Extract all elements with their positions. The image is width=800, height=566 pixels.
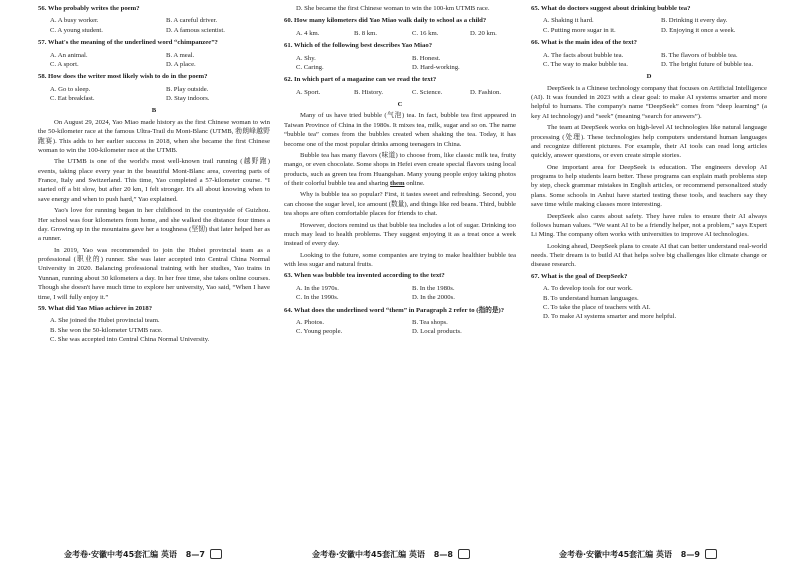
page-footer — [64, 549, 222, 560]
options-59-cont — [284, 4, 516, 13]
option: B. Tea shops. — [412, 318, 448, 326]
options-66 — [531, 51, 767, 70]
question-59: 59. What did Yao Miao achieve in 2018? — [38, 304, 153, 312]
option: A. Sport. — [296, 88, 321, 96]
option: C. 16 km. — [412, 29, 439, 37]
passage-paragraph: Looking ahead, DeepSeek plans to create AI that can better understand real-world needs. Their dream is to build AI that helps solve big challenges like climate change or disease research. — [531, 242, 767, 269]
options-67 — [531, 284, 767, 322]
option: C. A young student. — [50, 26, 103, 34]
question-64: 64. What does the underlined word “them” in Paragraph 2 refer to (指的是)? — [284, 306, 505, 314]
options-60 — [284, 29, 516, 38]
option: B. A meal. — [166, 51, 195, 59]
option: D. 20 km. — [470, 29, 497, 37]
question-67: 67. What is the goal of DeepSeek? — [531, 272, 628, 280]
options-65 — [531, 16, 767, 35]
question-58: 58. How does the writer most likely wish to do in the poem? — [38, 73, 208, 81]
option: D. To make AI systems smarter and more helpful. — [543, 313, 677, 321]
option: B. Drinking it every day. — [661, 17, 728, 25]
options-59 — [38, 316, 270, 344]
option: A. 4 km. — [296, 29, 320, 37]
footer-page-code: 8—7 — [185, 549, 205, 559]
footer-title: 金考卷·安徽中考45套汇编 — [312, 549, 407, 559]
option: D. In the 2000s. — [412, 294, 455, 302]
option: A. Go to sleep. — [50, 85, 91, 93]
option: D. A place. — [166, 60, 196, 68]
footer-subject: 英语 — [408, 549, 425, 559]
option: B. History. — [354, 88, 384, 96]
option: C. In the 1990s. — [296, 294, 339, 302]
option: A. An animal. — [50, 51, 88, 59]
option: B. Play outside. — [166, 85, 209, 93]
question-57: 57. What's the meaning of the underlined word “chimpanzee”? — [38, 39, 218, 47]
option: A. A busy worker. — [50, 17, 99, 25]
column-3 — [531, 4, 767, 325]
option: B. To understand human languages. — [543, 294, 639, 302]
page-footer — [559, 549, 717, 560]
options-56 — [38, 16, 270, 35]
brand-logo-icon — [705, 549, 717, 559]
section-heading-b: B — [151, 107, 157, 115]
option: B. In the 1980s. — [412, 284, 455, 292]
option: B. The flavors of bubble tea. — [661, 51, 738, 59]
option: D. She became the first Chinese woman to win the 100-km UTMB race. — [296, 5, 490, 12]
passage-paragraph: DeepSeek also cares about safety. They have rules to ensure their AI always follows human values. “We want AI to be a friendly helper, not a problem,” says Expert Li Ming. The company often works with universities to improve AI technologies. — [531, 212, 767, 239]
option: A. The facts about bubble tea. — [543, 51, 624, 59]
option: B. She won the 50-kilometer UTMB race. — [50, 326, 163, 334]
footer-page-code: 8—9 — [680, 549, 700, 559]
option: C. The way to make bubble tea. — [543, 60, 628, 68]
footer-title: 金考卷·安徽中考45套汇编 — [64, 549, 159, 559]
option: B. 8 km. — [354, 29, 378, 37]
passage-paragraph: On August 29, 2024, Yao Miao made history as the first Chinese woman to win the 50-kilometer race at the famous Ultra-Trail du Mont-Blanc (UTMB, 勃朗峰越野跑赛). This adds to her earlier success in 2018, when she became the first Chinese woman to win the 100-kilometer race at the UTMB. — [38, 118, 270, 154]
underlined-word-them: them — [390, 180, 405, 187]
options-61 — [284, 54, 516, 73]
option: B. A careful driver. — [166, 17, 218, 25]
option: C. Young people. — [296, 328, 343, 336]
option: A. Shaking it hard. — [543, 17, 594, 25]
footer-subject: 英语 — [160, 549, 177, 559]
option: D. Enjoying it once a week. — [661, 26, 736, 34]
footer-subject: 英语 — [655, 549, 672, 559]
page-footer — [312, 549, 470, 560]
footer-title: 金考卷·安徽中考45套汇编 — [559, 549, 654, 559]
passage-paragraph: One important area for DeepSeek is education. The engineers develop AI programs to help students learn better. These programs can explain math problems step by step, check grammar mistakes in English articles, or recommend personalized study plans. Some schools in Anhui have started testing these tools, and teachers say they save time while making classes more interesting. — [531, 163, 767, 209]
option: D. Local products. — [412, 328, 462, 336]
option: D. Hard-working. — [412, 63, 460, 71]
option: D. Stay indoors. — [166, 95, 210, 102]
passage-paragraph: The UTMB is one of the world's most well-known trail running (越野跑) events, taking place every year in the beautiful Mont-Blanc area, covering parts of France, Italy and Switzerland. This time, Yao completed a 57-kilometer course. “I started off a bit slow, but after 20 km, I felt stronger. It's all about knowing when to save energy and when to push hard,” Yao explained. — [38, 158, 270, 203]
option: A. In the 1970s. — [296, 284, 339, 292]
passage-paragraph: Many of us have tried bubble (气泡) tea. In fact, bubble tea first appeared in Taiwan Province of China in the 1980s. It mixes tea, milk, sugar and so on. The name “bubble tea” comes from the bubbles created when shaking the tea. Today, it has become one of the most popular drinks among teenagers in China. — [284, 112, 516, 148]
paragraph-text: online. — [404, 180, 425, 187]
options-57 — [38, 51, 270, 70]
passage-paragraph: DeepSeek is a Chinese technology company that focuses on Artificial Intelligence (AI). It was founded in 2023 with a clear goal: to make AI systems smarter and more helpful to humans. The company's name “DeepSeek” comes from “deep learning” (a key AI technology) and “seek” (meaning “search for answers”). — [531, 84, 767, 120]
option: A. Shy. — [296, 54, 316, 62]
option: C. She was accepted into Central China Normal University. — [50, 336, 210, 343]
option: A. She joined the Hubei provincial team. — [50, 317, 160, 325]
question-63: 63. When was bubble tea invented according to the text? — [284, 272, 445, 280]
question-60: 60. How many kilometers did Yao Miao walk daily to school as a child? — [284, 17, 487, 25]
section-heading-d: D — [646, 73, 652, 81]
options-64 — [284, 318, 516, 337]
option: B. Honest. — [412, 54, 441, 62]
option: D. A famous scientist. — [166, 26, 225, 34]
options-62 — [284, 88, 516, 97]
passage-paragraph: However, doctors remind us that bubble tea includes a lot of sugar. Drinking too much may lead to health problems. They suggest enjoying it as a treat once a week instead of every day. — [284, 221, 516, 248]
question-62: 62. In which part of a magazine can we read the text? — [284, 76, 437, 84]
option: C. Caring. — [296, 63, 324, 71]
passage-paragraph: The team at DeepSeek works on high-level AI technologies like natural language processing (处理). These technologies help computers understand human languages and recognize different pictures. For example, their AI tools can read long articles quickly, answer questions, or even create simple stories. — [531, 124, 767, 160]
option: C. To take the place of teachers with AI. — [543, 303, 651, 311]
passage-paragraph: In 2019, Yao was recommended to join the Hubei provincial team as a professional (职业的) runner. She was later accepted into Central China Normal University in 2020. Balancing professional training with her studies, Yao trains in Yunnan, running about 30 kilometers a day. In her free time, she takes online courses. Though she doesn't have much time to explore her university, Yao said, “When I have time, I will fully enjoy it.” — [38, 246, 270, 301]
column-1 — [38, 4, 270, 347]
option: C. Science. — [412, 88, 443, 96]
brand-logo-icon — [458, 549, 470, 559]
question-56: 56. Who probably writes the poem? — [38, 5, 140, 12]
section-heading-c: C — [397, 101, 403, 108]
options-58 — [38, 85, 270, 104]
question-61: 61. Which of the following best describes Yao Miao? — [284, 42, 433, 50]
option: C. A sport. — [50, 60, 79, 68]
brand-logo-icon — [210, 549, 222, 559]
paragraph-text: Bubble tea has many flavors (味道) to choose from, like classic milk tea, fruity mango, or even chocolate. Some shops in Hefei even create special flavors using local products, such as green tea from Huangshan. Many young people enjoy taking photos of their colorful bubble tea and sharing — [284, 151, 516, 187]
option: D. The bright future of bubble tea. — [661, 60, 753, 68]
passage-paragraph: Yao's love for running began in her childhood in the countryside of Guizhou. Her school was four kilometers from home, and she walked the distance four times a day. Growing up in the mountains gave her a toughness (坚韧) that later helped her as a runner. — [38, 207, 270, 243]
passage-paragraph: Looking to the future, some companies are trying to make healthier bubble tea with less sugar and natural fruits. — [284, 251, 516, 268]
column-2 — [284, 4, 516, 340]
option: A. To develop tools for our work. — [543, 285, 633, 293]
option: A. Photos. — [296, 318, 325, 326]
option: C. Eat breakfast. — [50, 95, 95, 102]
question-66: 66. What is the main idea of the text? — [531, 39, 637, 47]
passage-paragraph — [284, 151, 516, 189]
option: C. Putting more sugar in it. — [543, 26, 616, 34]
option: D. Fashion. — [470, 88, 502, 96]
question-65: 65. What do doctors suggest about drinking bubble tea? — [531, 5, 691, 12]
footer-page-code: 8—8 — [433, 549, 453, 559]
options-63 — [284, 284, 516, 303]
passage-paragraph: Why is bubble tea so popular? First, it tastes sweet and refreshing. Second, you can choose the sugar level, ice amount (数量), and things like red beans. Third, bubble tea shops are often comfortable places for friends to chat. — [284, 191, 517, 218]
